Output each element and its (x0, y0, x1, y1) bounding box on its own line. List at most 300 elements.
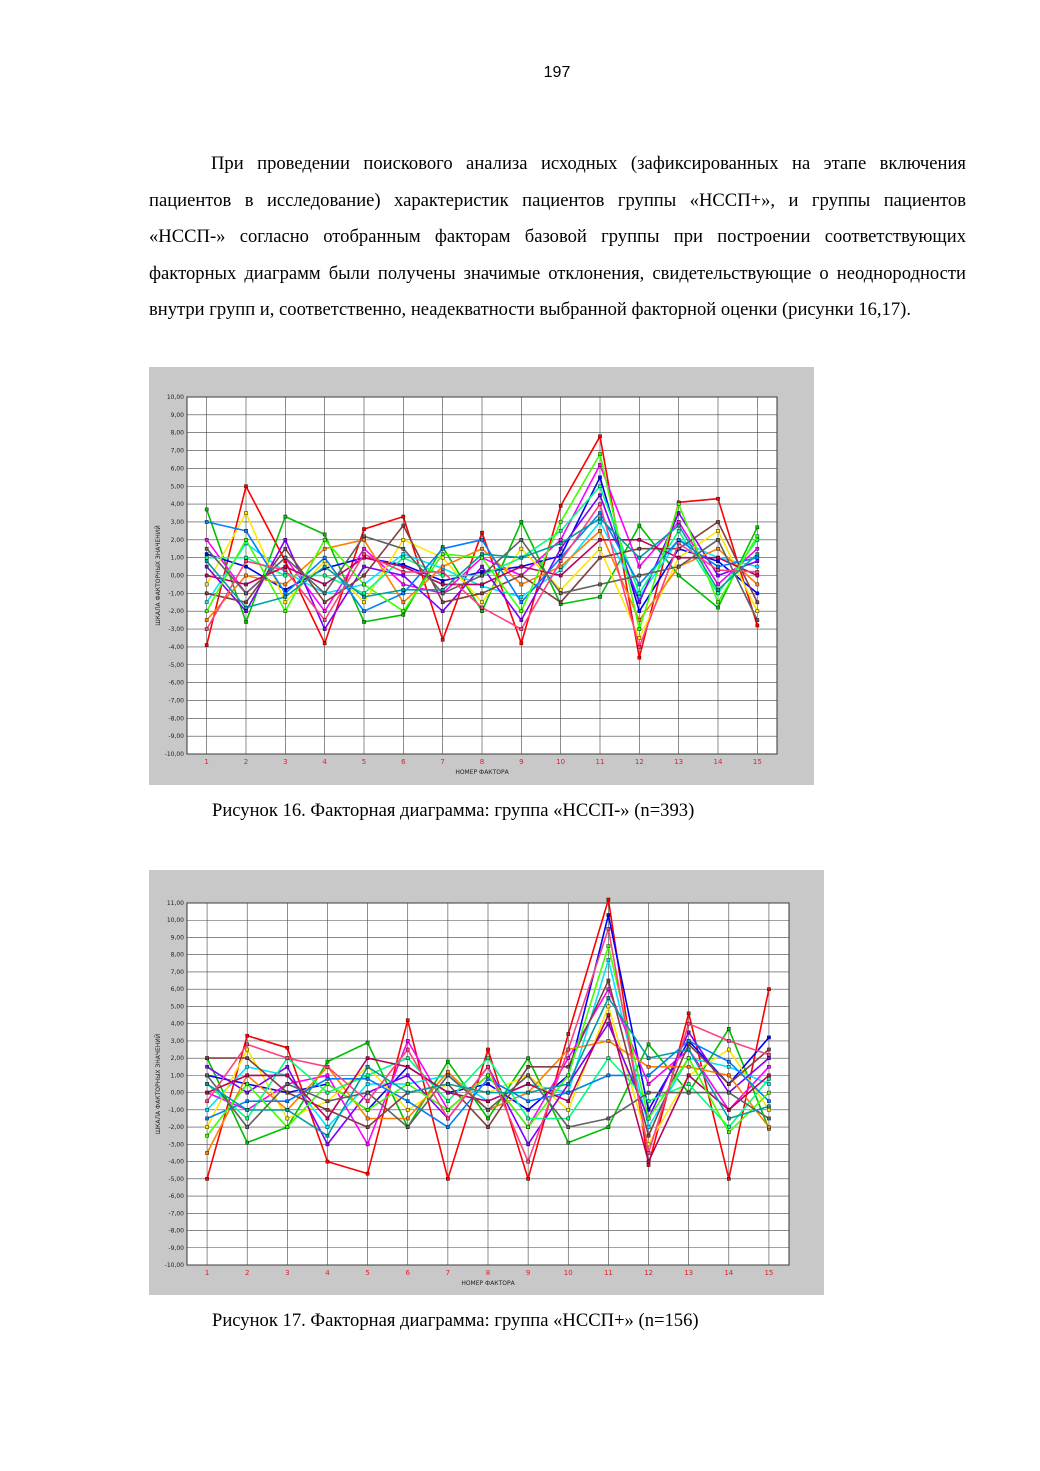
data-point (205, 1082, 208, 1085)
data-point (677, 565, 680, 568)
data-point (205, 592, 208, 595)
data-point (677, 503, 680, 506)
data-point (246, 1034, 249, 1037)
data-point (687, 1065, 690, 1068)
y-tick-label: -7,00 (168, 1210, 184, 1218)
data-point (246, 1065, 249, 1068)
data-point (727, 1065, 730, 1068)
data-point (727, 1108, 730, 1111)
data-point (286, 1082, 289, 1085)
data-point (286, 1074, 289, 1077)
figure-17-caption: Рисунок 17. Факторная диаграмма: группа «НССП+» (n=156) (212, 1310, 699, 1331)
y-tick-label: 6,00 (170, 465, 184, 473)
data-point (598, 485, 601, 488)
data-point (441, 610, 444, 613)
x-tick-label: 15 (764, 1269, 774, 1277)
x-tick-label: 8 (479, 758, 485, 766)
factor-chart-16 (149, 367, 814, 785)
y-tick-label: 5,00 (170, 483, 184, 491)
y-axis-label: ШКАЛА ФАКТОРНЫХ ЗНАЧЕНИЙ (155, 525, 162, 626)
data-point (727, 1060, 730, 1063)
y-tick-label: 3,00 (170, 1037, 184, 1045)
x-tick-label: 2 (243, 758, 249, 766)
y-tick-label: -5,00 (168, 661, 184, 669)
data-point (559, 547, 562, 550)
data-point (402, 570, 405, 573)
x-tick-label: 5 (361, 758, 367, 766)
x-tick-label: 6 (405, 1269, 410, 1277)
data-point (716, 520, 719, 523)
data-point (366, 1074, 369, 1077)
data-point (716, 592, 719, 595)
y-tick-label: -6,00 (168, 679, 184, 687)
data-point (366, 1077, 369, 1080)
data-point (647, 1082, 650, 1085)
data-point (716, 583, 719, 586)
data-point (284, 556, 287, 559)
data-point (727, 1074, 730, 1077)
data-point (527, 1074, 530, 1077)
data-point (687, 1012, 690, 1015)
data-point (527, 1177, 530, 1180)
data-point (647, 1163, 650, 1166)
x-tick-label: 14 (713, 758, 723, 766)
data-point (647, 1065, 650, 1068)
data-point (402, 610, 405, 613)
data-point (402, 588, 405, 591)
data-point (520, 547, 523, 550)
data-point (446, 1060, 449, 1063)
x-tick-label: 12 (634, 758, 644, 766)
x-tick-label: 3 (283, 758, 288, 766)
data-point (244, 529, 247, 532)
data-point (486, 1091, 489, 1094)
data-point (366, 1172, 369, 1175)
data-point (567, 1117, 570, 1120)
data-point (486, 1074, 489, 1077)
data-point (205, 565, 208, 568)
data-point (767, 1117, 770, 1120)
data-point (244, 560, 247, 563)
data-point (205, 574, 208, 577)
data-point (527, 1160, 530, 1163)
data-point (607, 1039, 610, 1042)
data-point (559, 504, 562, 507)
data-point (446, 1070, 449, 1073)
data-point (406, 1082, 409, 1085)
y-tick-label: -2,00 (168, 1124, 184, 1132)
data-point (366, 1143, 369, 1146)
x-tick-label: 2 (244, 1269, 250, 1277)
data-point (647, 1057, 650, 1060)
data-point (638, 547, 641, 550)
data-point (638, 610, 641, 613)
data-point (480, 570, 483, 573)
data-point (441, 565, 444, 568)
data-point (366, 1065, 369, 1068)
data-point (486, 1082, 489, 1085)
data-point (246, 1043, 249, 1046)
x-tick-label: 11 (603, 1269, 613, 1277)
data-point (607, 944, 610, 947)
data-point (402, 547, 405, 550)
data-point (244, 556, 247, 559)
data-point (527, 1143, 530, 1146)
data-point (326, 1108, 329, 1111)
data-point (284, 538, 287, 541)
data-point (567, 1057, 570, 1060)
data-point (441, 588, 444, 591)
data-point (527, 1108, 530, 1111)
data-point (366, 1091, 369, 1094)
data-point (647, 1043, 650, 1046)
data-point (366, 1125, 369, 1128)
data-point (559, 592, 562, 595)
data-point (326, 1074, 329, 1077)
y-tick-label: 8,00 (170, 951, 184, 959)
data-point (607, 913, 610, 916)
x-tick-label: 15 (752, 758, 762, 766)
data-point (362, 552, 365, 555)
data-point (767, 1105, 770, 1108)
data-point (284, 601, 287, 604)
data-point (205, 538, 208, 541)
data-point (446, 1091, 449, 1094)
data-point (607, 1125, 610, 1128)
data-point (446, 1074, 449, 1077)
data-point (638, 556, 641, 559)
data-point (687, 1048, 690, 1051)
data-point (598, 595, 601, 598)
data-point (647, 1091, 650, 1094)
figure-17 (149, 870, 824, 1295)
data-point (323, 556, 326, 559)
data-point (205, 556, 208, 559)
figure-16-caption: Рисунок 16. Факторная диаграмма: группа «НССП-» (n=393) (212, 800, 695, 821)
data-point (716, 588, 719, 591)
data-point (406, 1074, 409, 1077)
data-point (638, 592, 641, 595)
factor-chart-17 (149, 870, 824, 1295)
data-point (638, 524, 641, 527)
data-point (286, 1046, 289, 1049)
data-point (607, 979, 610, 982)
data-point (205, 1100, 208, 1103)
data-point (205, 552, 208, 555)
data-point (677, 556, 680, 559)
data-point (480, 583, 483, 586)
data-point (756, 570, 759, 573)
data-point (246, 1108, 249, 1111)
y-tick-label: 2,00 (170, 1055, 184, 1063)
data-point (598, 556, 601, 559)
y-tick-label: -10,00 (164, 1262, 184, 1269)
data-point (638, 645, 641, 648)
data-point (406, 1065, 409, 1068)
y-tick-label: -5,00 (168, 1175, 184, 1183)
data-point (559, 529, 562, 532)
data-point (677, 511, 680, 514)
data-point (527, 1100, 530, 1103)
data-point (284, 574, 287, 577)
data-point (727, 1125, 730, 1128)
data-point (244, 511, 247, 514)
data-point (638, 574, 641, 577)
data-point (716, 497, 719, 500)
data-point (767, 1065, 770, 1068)
y-tick-label: -4,00 (168, 643, 184, 651)
data-point (244, 592, 247, 595)
y-tick-label: -8,00 (168, 1227, 184, 1235)
data-point (286, 1125, 289, 1128)
data-point (446, 1117, 449, 1120)
data-point (205, 644, 208, 647)
data-point (362, 565, 365, 568)
data-point (244, 601, 247, 604)
data-point (244, 583, 247, 586)
y-tick-label: 6,00 (170, 986, 184, 994)
data-point (205, 1065, 208, 1068)
data-point (406, 1019, 409, 1022)
data-point (756, 565, 759, 568)
data-point (284, 583, 287, 586)
data-point (441, 638, 444, 641)
data-point (326, 1143, 329, 1146)
data-point (402, 552, 405, 555)
data-point (687, 1022, 690, 1025)
data-point (244, 606, 247, 609)
data-point (323, 533, 326, 536)
data-point (598, 583, 601, 586)
data-point (727, 1048, 730, 1051)
data-point (402, 613, 405, 616)
data-point (480, 610, 483, 613)
data-point (362, 547, 365, 550)
data-point (244, 610, 247, 613)
data-point (767, 1091, 770, 1094)
data-point (323, 642, 326, 645)
y-tick-label: -2,00 (168, 608, 184, 616)
data-point (607, 927, 610, 930)
data-point (205, 619, 208, 622)
data-point (559, 560, 562, 563)
data-point (559, 574, 562, 577)
x-tick-label: 11 (595, 758, 605, 766)
data-point (638, 627, 641, 630)
data-point (687, 1043, 690, 1046)
y-tick-label: 11,00 (166, 900, 184, 907)
data-point (559, 569, 562, 572)
data-point (486, 1065, 489, 1068)
data-point (323, 592, 326, 595)
data-point (362, 610, 365, 613)
data-point (205, 1057, 208, 1060)
data-point (567, 1074, 570, 1077)
data-point (246, 1100, 249, 1103)
data-point (446, 1100, 449, 1103)
data-point (441, 579, 444, 582)
data-point (607, 1005, 610, 1008)
data-point (244, 574, 247, 577)
data-point (205, 627, 208, 630)
data-point (402, 515, 405, 518)
data-point (323, 583, 326, 586)
y-tick-label: -7,00 (168, 697, 184, 705)
data-point (326, 1060, 329, 1063)
data-point (441, 547, 444, 550)
data-point (716, 560, 719, 563)
data-point (205, 1117, 208, 1120)
y-tick-label: 4,00 (170, 1020, 184, 1028)
x-tick-label: 13 (674, 758, 684, 766)
data-point (647, 1151, 650, 1154)
data-point (520, 627, 523, 630)
data-point (520, 583, 523, 586)
data-point (362, 527, 365, 530)
data-point (362, 574, 365, 577)
x-tick-label: 7 (445, 1269, 451, 1277)
data-point (567, 1032, 570, 1035)
data-point (598, 538, 601, 541)
data-point (638, 656, 641, 659)
data-point (486, 1117, 489, 1120)
data-point (567, 1091, 570, 1094)
data-point (520, 595, 523, 598)
data-point (647, 1117, 650, 1120)
data-point (366, 1057, 369, 1060)
data-point (362, 592, 365, 595)
data-point (638, 565, 641, 568)
data-point (520, 565, 523, 568)
data-point (286, 1117, 289, 1120)
data-point (559, 565, 562, 568)
data-point (716, 606, 719, 609)
data-point (567, 1108, 570, 1111)
data-point (323, 601, 326, 604)
y-tick-label: 1,00 (170, 1072, 184, 1080)
data-point (756, 574, 759, 577)
data-point (402, 601, 405, 604)
data-point (284, 610, 287, 613)
data-point (767, 1108, 770, 1111)
x-tick-label: 9 (519, 758, 524, 766)
data-point (284, 595, 287, 598)
data-point (205, 1125, 208, 1128)
data-point (520, 556, 523, 559)
x-tick-label: 9 (525, 1269, 531, 1277)
y-tick-label: 0,00 (170, 572, 184, 580)
data-point (687, 1074, 690, 1077)
x-tick-label: 10 (556, 758, 566, 766)
data-point (480, 538, 483, 541)
x-tick-label: 12 (644, 1269, 653, 1277)
data-point (756, 610, 759, 613)
y-tick-label: 4,00 (170, 501, 184, 509)
data-point (441, 570, 444, 573)
data-point (647, 1160, 650, 1163)
data-point (366, 1108, 369, 1111)
data-point (406, 1039, 409, 1042)
data-point (362, 595, 365, 598)
data-point (246, 1125, 249, 1128)
data-point (567, 1065, 570, 1068)
data-point (567, 1082, 570, 1085)
data-point (527, 1057, 530, 1060)
data-point (402, 583, 405, 586)
y-tick-label: -9,00 (168, 733, 184, 741)
data-point (446, 1082, 449, 1085)
data-point (598, 503, 601, 506)
y-tick-label: 9,00 (170, 411, 184, 419)
data-point (286, 1065, 289, 1068)
data-point (527, 1065, 530, 1068)
data-point (607, 1022, 610, 1025)
data-point (284, 592, 287, 595)
data-point (246, 1141, 249, 1144)
data-point (598, 494, 601, 497)
data-point (244, 620, 247, 623)
x-tick-label: 4 (325, 1269, 330, 1277)
y-tick-label: -1,00 (168, 1106, 184, 1114)
data-point (402, 524, 405, 527)
data-point (366, 1100, 369, 1103)
data-point (756, 547, 759, 550)
x-tick-label: 10 (563, 1269, 573, 1277)
data-point (767, 1074, 770, 1077)
y-tick-label: -3,00 (168, 626, 184, 634)
data-point (205, 547, 208, 550)
y-tick-label: -4,00 (168, 1158, 184, 1166)
data-point (480, 531, 483, 534)
data-point (205, 1177, 208, 1180)
data-point (677, 520, 680, 523)
data-point (756, 560, 759, 563)
data-point (326, 1077, 329, 1080)
data-point (520, 642, 523, 645)
data-point (205, 583, 208, 586)
data-point (527, 1125, 530, 1128)
data-point (406, 1125, 409, 1128)
data-point (756, 556, 759, 559)
y-tick-label: -3,00 (168, 1141, 184, 1149)
data-point (598, 547, 601, 550)
y-tick-label: 10,00 (166, 394, 184, 401)
data-point (559, 542, 562, 545)
x-tick-label: 3 (285, 1269, 290, 1277)
y-tick-label: 3,00 (170, 518, 184, 526)
y-tick-label: 1,00 (170, 554, 184, 562)
x-tick-label: 5 (365, 1269, 370, 1277)
data-point (362, 620, 365, 623)
data-point (406, 1108, 409, 1111)
data-point (323, 574, 326, 577)
data-point (598, 453, 601, 456)
data-point (362, 601, 365, 604)
data-point (286, 1108, 289, 1111)
data-point (362, 583, 365, 586)
data-point (402, 565, 405, 568)
data-point (246, 1074, 249, 1077)
data-point (567, 1048, 570, 1051)
body-paragraph: При проведении поискового анализа исходных (зафиксированных на этапе включения пациентов в исследование) характеристик пациентов группы «НССП+», и группы пациентов «НССП-» согласно отобранным факторам базовой группы при построении соответствующих факторных диаграмм были получены значимые отклонения, свидетельствующие о неоднородности внутри групп и, соответственно, неадекватности выбранной факторной оценки (рисунки 16,17). (149, 153, 966, 321)
x-tick-label: 4 (322, 758, 327, 766)
data-point (767, 988, 770, 991)
data-point (246, 1082, 249, 1085)
data-point (326, 1134, 329, 1137)
data-point (441, 583, 444, 586)
data-point (559, 520, 562, 523)
data-point (638, 583, 641, 586)
